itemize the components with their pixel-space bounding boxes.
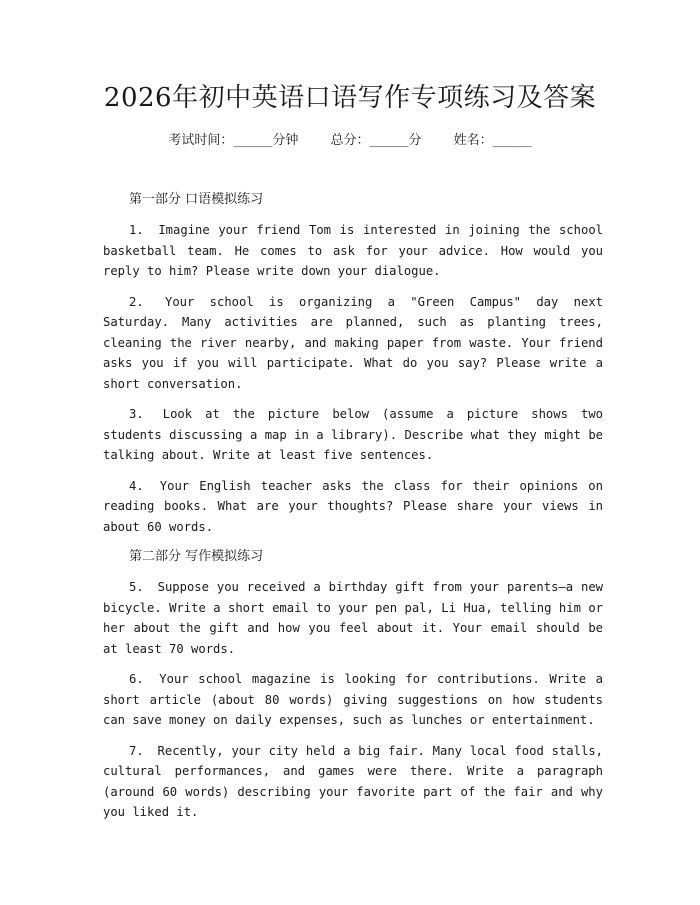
section-oral-practice xyxy=(103,190,603,537)
question-text: Look at the picture below (assume a picture shows two students discussing a map in a library). Describe what they might be talking about. Write at least five sentences. xyxy=(103,407,603,462)
question-item xyxy=(103,404,603,466)
question-item xyxy=(103,476,603,538)
question-number: 3. xyxy=(129,407,144,421)
question-item xyxy=(103,292,603,395)
exam-info xyxy=(0,131,700,151)
question-text: Suppose you received a birthday gift from your parents—a new bicycle. Write a short email to your pen pal, Li Hua, telling him or her about the gift and how you feel about it. Your email should be at least 70 words. xyxy=(103,580,604,656)
question-text: Recently, your city held a big fair. Many local food stalls, cultural performances, and games were there. Write a paragraph (around 60 words) describing your favorite part of the fair and why you liked it. xyxy=(103,743,603,819)
question-number: 7. xyxy=(129,743,144,758)
question-number: 5. xyxy=(129,580,144,594)
question-text: Your school is organizing a "Green Campus" day next Saturday. Many activities are planned, such as planting trees, cleaning the river nearby, and making paper from waste. Your friend asks you if you will participate. What do you say? Please write a short conversation. xyxy=(103,294,603,391)
question-text: Your school magazine is looking for contributions. Write a short article (about 80 words) giving suggestions on how students can save money on daily expenses, such as lunches or entertainment. xyxy=(103,672,603,727)
question-item xyxy=(103,220,603,282)
question-item xyxy=(103,577,603,659)
exam-time-field: 考试时间：______分钟 xyxy=(168,133,299,148)
question-item xyxy=(103,741,603,823)
question-text: Your English teacher asks the class for their opinions on reading books. What are your thoughts? Please share your views in about 60 words. xyxy=(103,478,603,534)
section-heading: 第二部分 写作模拟练习 xyxy=(129,549,264,564)
question-number: 2. xyxy=(129,294,144,309)
question-number: 6. xyxy=(129,672,144,686)
section-heading: 第一部分 口语模拟练习 xyxy=(129,192,264,207)
total-score-field: 总分：______分 xyxy=(330,133,422,148)
document-body xyxy=(103,190,603,833)
name-field: 姓名：______ xyxy=(453,133,532,148)
section-writing-practice xyxy=(103,547,603,823)
question-number: 4. xyxy=(129,478,144,493)
question-number: 1. xyxy=(129,223,144,237)
question-text: Imagine your friend Tom is interested in joining the school basketball team. He comes to ask for your advice. How would you reply to him? Please write down your dialogue. xyxy=(103,223,603,278)
question-item xyxy=(103,669,603,731)
page-title: 2026年初中英语口语写作专项练习及答案 xyxy=(103,83,597,113)
